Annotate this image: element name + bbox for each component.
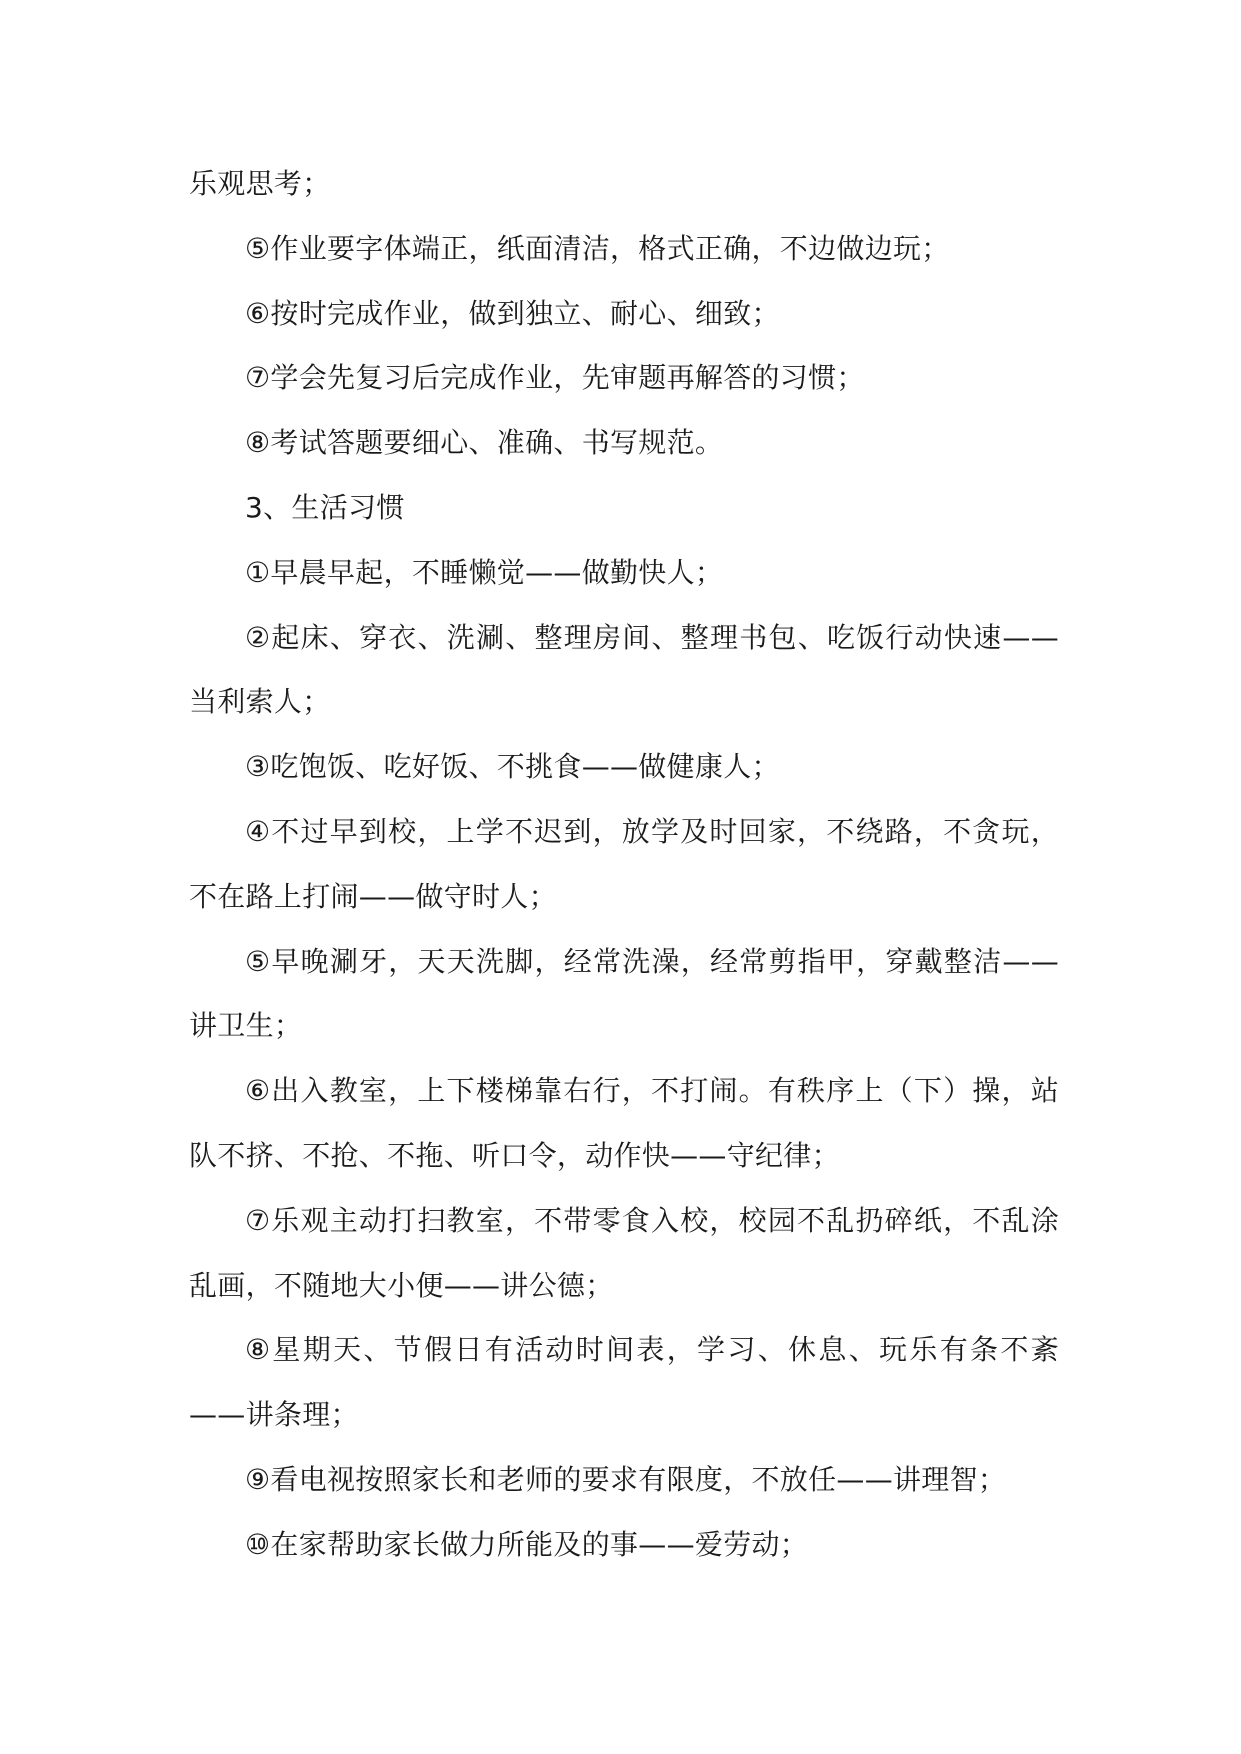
text-line: ——讲条理； bbox=[189, 1398, 359, 1432]
text-line: 乐观思考； bbox=[189, 167, 331, 200]
text-line: ⑤作业要字体端正，纸面清洁，格式正确，不边做边玩； bbox=[245, 231, 950, 265]
text-line: ②起床、穿衣、洗涮、整理房间、整理书包、吃饭行动快速—— bbox=[245, 620, 1059, 654]
text-line: ⑤早晚涮牙，天天洗脚，经常洗澡，经常剪指甲，穿戴整洁—— bbox=[245, 944, 1059, 978]
text-line: ⑨看电视按照家长和老师的要求有限度，不放任——讲理智； bbox=[245, 1462, 1007, 1496]
document-body bbox=[189, 152, 1059, 1578]
text-line: 当利索人； bbox=[189, 685, 331, 719]
text-line: ⑦学会先复习后完成作业，先审题再解答的习惯； bbox=[245, 361, 865, 395]
text-line: ⑥出入教室，上下楼梯靠右行，不打闹。有秩序上（下）操，站 bbox=[245, 1074, 1059, 1108]
text-line: ⑧星期天、节假日有活动时间表，学习、休息、玩乐有条不紊 bbox=[245, 1333, 1059, 1367]
text-line: ③吃饱饭、吃好饭、不挑食——做健康人； bbox=[245, 750, 780, 784]
text-line: ⑥按时完成作业，做到独立、耐心、细致； bbox=[245, 296, 780, 330]
text-line: 乱画，不随地大小便——讲公德； bbox=[189, 1268, 614, 1302]
text-line: ④不过早到校，上学不迟到，放学及时回家，不绕路，不贪玩， bbox=[245, 814, 1059, 848]
text-line: ⑦乐观主动打扫教室，不带零食入校，校园不乱扔碎纸，不乱涂 bbox=[245, 1203, 1059, 1237]
section-heading: 3、生活习惯 bbox=[245, 490, 405, 524]
text-line: ⑧考试答题要细心、准确、书写规范。 bbox=[245, 426, 724, 460]
text-line: ①早晨早起，不睡懒觉——做勤快人； bbox=[245, 555, 724, 589]
text-line: 不在路上打闹——做守时人； bbox=[189, 879, 557, 913]
text-line: 队不挤、不抢、不拖、听口令，动作快——守纪律； bbox=[189, 1138, 840, 1172]
text-line: 讲卫生； bbox=[189, 1009, 303, 1043]
text-line: ⑩在家帮助家长做力所能及的事——爱劳动； bbox=[245, 1527, 809, 1561]
